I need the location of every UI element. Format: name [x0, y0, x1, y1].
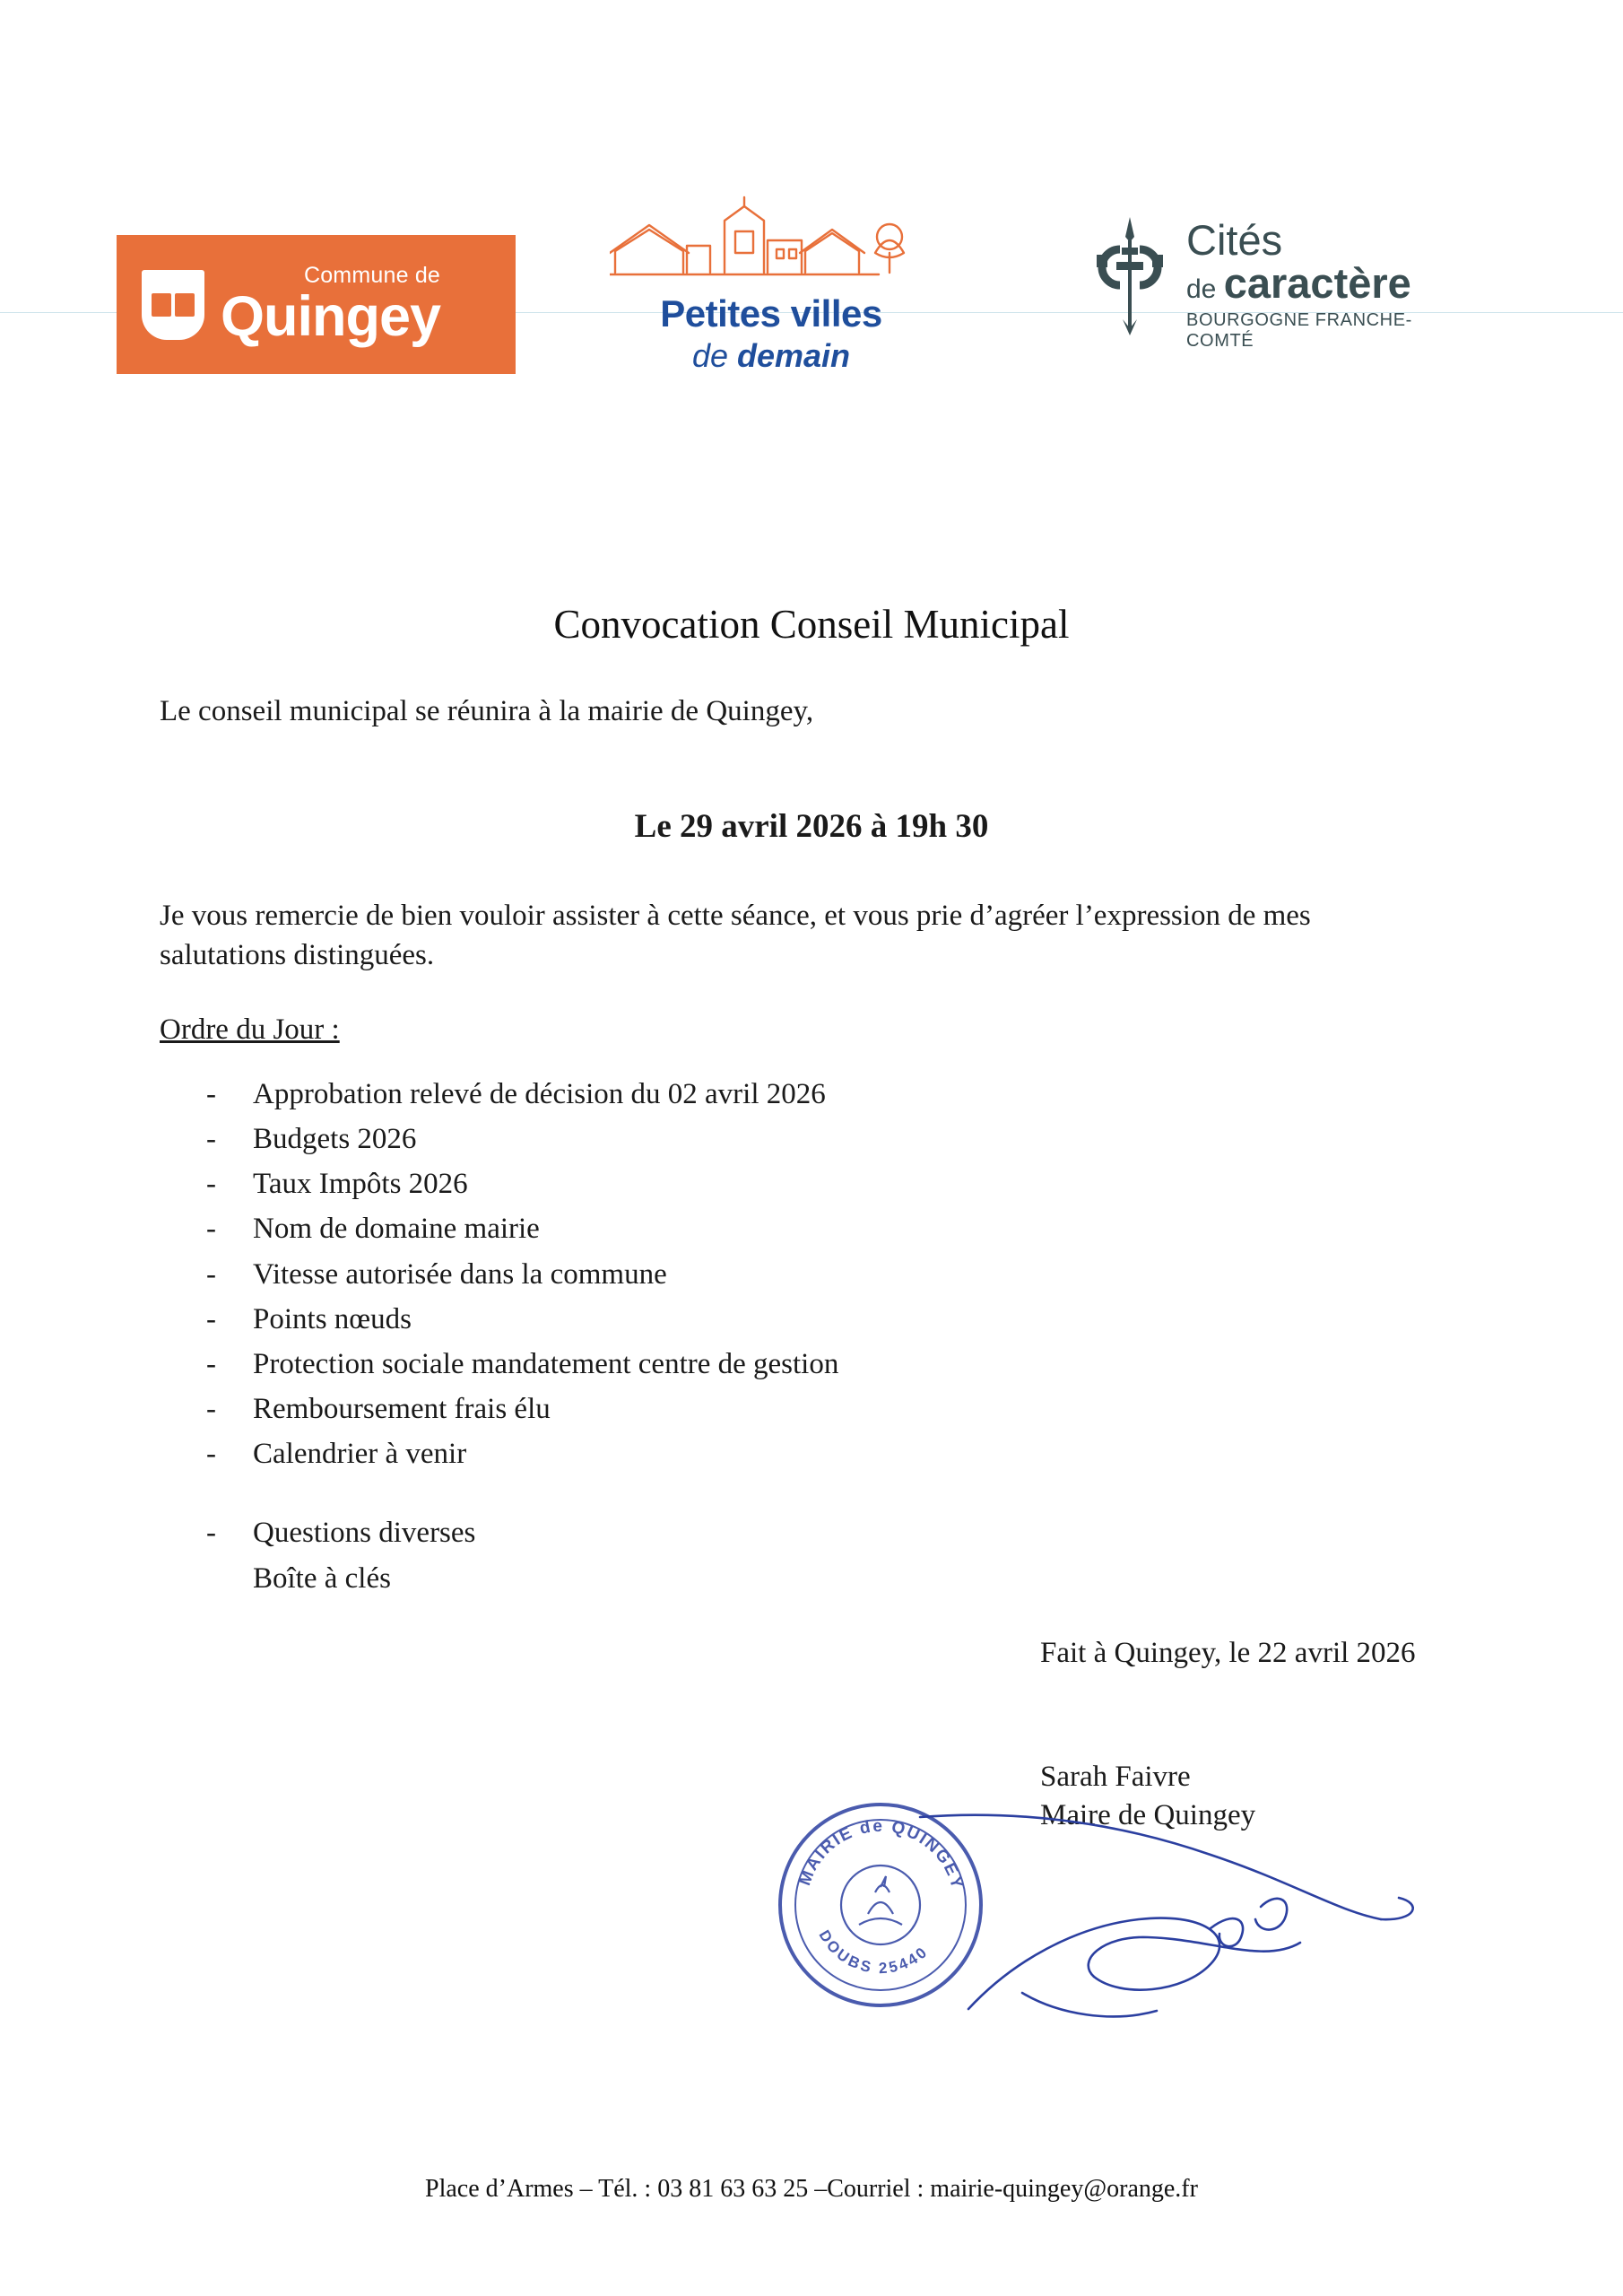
agenda-spacer: [206, 1476, 1372, 1510]
list-item-label: Approbation relevé de décision du 02 avril 2026: [253, 1078, 826, 1110]
list-item: [206, 1510, 1372, 1555]
bullet-dash: -: [206, 1257, 216, 1291]
list-item: [206, 1161, 1372, 1206]
list-item: [206, 1072, 1372, 1117]
village-skyline-icon: [610, 196, 933, 294]
bullet-dash: -: [206, 1393, 216, 1426]
bullet-dash: -: [206, 1078, 216, 1110]
pvd-subtitle-demain: demain: [737, 337, 851, 374]
svg-text:MAIRIE de QUINGEY: MAIRIE de QUINGEY: [795, 1816, 968, 1892]
bullet-dash: -: [206, 1347, 216, 1380]
cites-line1: Cités: [1186, 216, 1283, 264]
pvd-title: Petites villes: [660, 292, 882, 335]
cites-de-caractere-logo: [1081, 206, 1457, 368]
agenda-list: [206, 1072, 1372, 1601]
list-item-label: Taux Impôts 2026: [253, 1168, 468, 1201]
cites-line2: [1186, 261, 1455, 305]
signer-name: Sarah Faivre: [1040, 1761, 1191, 1793]
list-item: [206, 1387, 1372, 1431]
list-item-label: Nom de domaine mairie: [253, 1213, 540, 1246]
quingey-logo-name: Quingey: [221, 284, 441, 348]
list-item: [206, 1206, 1372, 1251]
bullet-dash: -: [206, 1438, 216, 1471]
meeting-date: Le 29 avril 2026 à 19h 30: [634, 808, 989, 845]
bullet-dash: -: [206, 1302, 216, 1335]
bullet-dash: -: [206, 1213, 216, 1246]
signer-role: Maire de Quingey: [1040, 1798, 1256, 1831]
cites-line2-de: de: [1186, 274, 1224, 304]
list-item: [206, 1297, 1372, 1342]
page-title: Convocation Conseil Municipal: [553, 602, 1070, 647]
fleur-de-lys-icon: [1081, 215, 1179, 336]
footer-contact: Place d’Armes – Tél. : 03 81 63 63 25 –Courriel : mairie-quingey@orange.fr: [425, 2175, 1198, 2203]
official-stamp: [778, 1803, 983, 2007]
list-item-sublabel: Boîte à clés: [253, 1561, 391, 1595]
cites-logo-text: [1186, 216, 1455, 352]
list-item: [206, 1342, 1372, 1387]
list-item: [206, 1252, 1372, 1297]
cites-line2-main: caractère: [1223, 259, 1411, 307]
list-item-label: Vitesse autorisée dans la commune: [253, 1257, 667, 1291]
pvd-subtitle: [592, 337, 950, 375]
bullet-dash: -: [206, 1517, 216, 1550]
quingey-logo-text: [221, 262, 441, 348]
cites-region: BOURGOGNE FRANCHE-COMTÉ: [1186, 310, 1412, 352]
list-item-label: Calendrier à venir: [253, 1438, 467, 1471]
list-item-label: Remboursement frais élu: [253, 1393, 551, 1426]
list-item: [206, 1431, 1372, 1476]
list-item: [206, 1117, 1372, 1161]
list-item-label: Budgets 2026: [253, 1123, 417, 1156]
bullet-dash: -: [206, 1168, 216, 1201]
quingey-logo: [117, 235, 516, 374]
document-header: [0, 179, 1623, 386]
thanks-paragraph: Je vous remercie de bien vouloir assister à cette séance, et vous prie d’agréer l’expression de mes salutations distinguées.: [160, 900, 1311, 971]
stamp-engraving-icon: [782, 1806, 979, 2004]
pvd-subtitle-de: de: [691, 337, 737, 374]
list-item-label: Protection sociale mandatement centre de gestion: [253, 1347, 839, 1380]
agenda-label: Ordre du Jour :: [160, 1013, 340, 1046]
signature-block: [1040, 1758, 1255, 1835]
quingey-logo-subtitle: Commune de: [303, 262, 441, 288]
place-and-date: Fait à Quingey, le 22 avril 2026: [1040, 1637, 1416, 1669]
coat-of-arms-icon: [142, 270, 204, 340]
bullet-dash: -: [206, 1123, 216, 1156]
intro-line: Le conseil municipal se réunira à la mairie de Quingey,: [160, 695, 814, 727]
list-item-label: Points nœuds: [253, 1302, 412, 1335]
list-item-label: Questions diverses: [253, 1517, 476, 1550]
petites-villes-de-demain-logo: [592, 196, 950, 375]
svg-text:DOUBS 25440: DOUBS 25440: [815, 1926, 933, 1978]
